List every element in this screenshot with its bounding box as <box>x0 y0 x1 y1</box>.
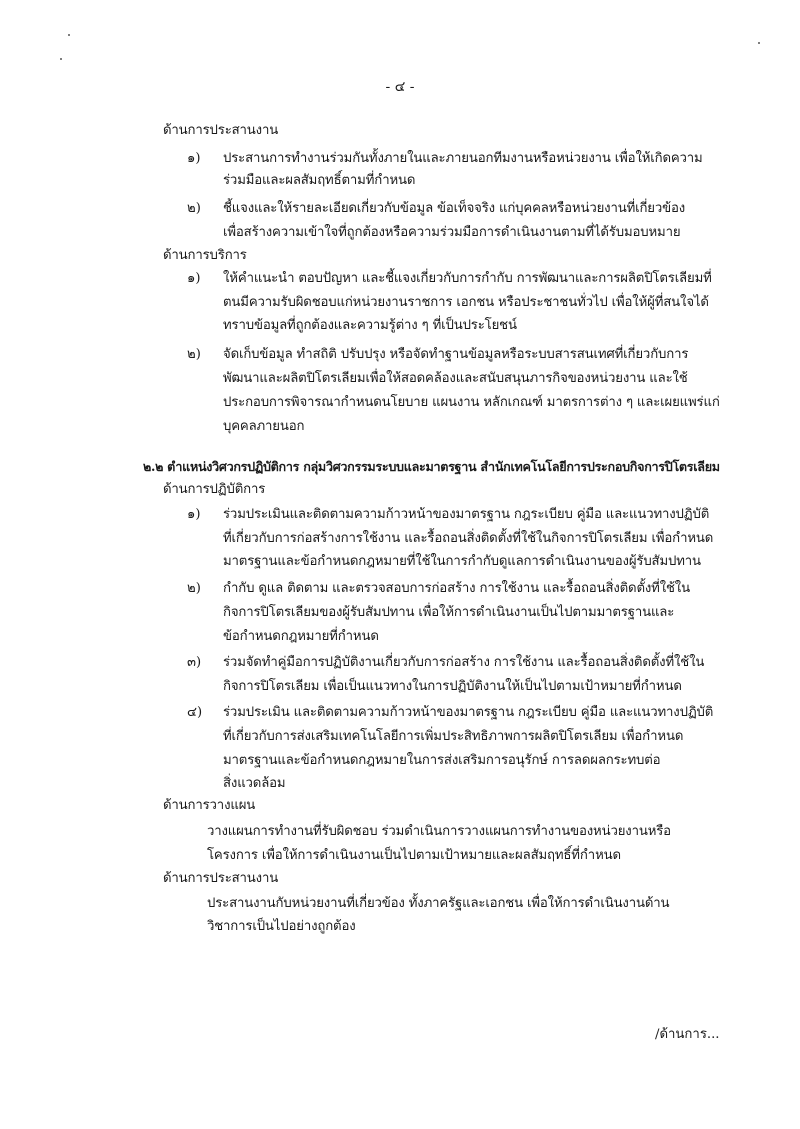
item-number: ๓) <box>187 655 202 670</box>
item-text-line: ชี้แจงและให้รายละเอียดเกี่ยวกับข้อมูล ข้อเท็จจริง แก่บุคคลหรือหน่วยงานที่เกี่ยวข้อง <box>223 201 686 216</box>
item-text-line: จัดเก็บข้อมูล ทำสถิติ ปรับปรุง หรือจัดทำฐานข้อมูลหรือระบบสารสนเทศที่เกี่ยวกับการ <box>223 347 689 362</box>
item-number: ๑) <box>187 151 201 166</box>
heading-service: ด้านการบริการ <box>163 248 247 263</box>
coordination-text-line: วิชาการเป็นไปอย่างถูกต้อง <box>207 919 356 934</box>
continuation-note: /ด้านการ... <box>655 1027 720 1042</box>
item-text-line: ที่เกี่ยวกับการก่อสร้างการใช้งาน และรื้อถอนสิ่งติดตั้งที่ใช้ในกิจการปิโตรเลียม เพื่อกำหนด <box>223 531 714 546</box>
planning-text-line: วางแผนการทำงานที่รับผิดชอบ ร่วมดำเนินการวางแผนการทำงานของหน่วยงานหรือ <box>207 824 671 839</box>
item-text-line: มาตรฐานและข้อกำหนดกฎหมายในการส่งเสริมการอนุรักษ์ การลดผลกระทบต่อ <box>223 753 661 768</box>
item-number: ๔) <box>187 705 203 720</box>
item-text-line: ข้อกำหนดกฎหมายที่กำหนด <box>223 629 379 644</box>
heading-planning: ด้านการวางแผน <box>163 798 256 813</box>
page-number: - ๔ - <box>385 79 415 95</box>
item-text-line: ตนมีความรับผิดชอบแก่หน่วยงานราชการ เอกชน หรือประชาชนทั่วไป เพื่อให้ผู้ที่สนใจได้ <box>223 295 709 310</box>
scan-speck <box>68 34 70 36</box>
heading-operation: ด้านการปฏิบัติการ <box>163 482 266 497</box>
item-text-line: ร่วมประเมิน และติดตามความก้าวหน้าของมาตรฐาน กฎระเบียบ คู่มือ และแนวทางปฏิบัติ <box>223 705 714 720</box>
heading-coordination: ด้านการประสานงาน <box>163 123 279 138</box>
item-number: ๒) <box>187 581 201 596</box>
item-number: ๑) <box>187 507 201 522</box>
item-text-line: ร่วมจัดทำคู่มือการปฏิบัติงานเกี่ยวกับการก่อสร้าง การใช้งาน และรื้อถอนสิ่งติดตั้งที่ใช้ใน <box>223 655 705 670</box>
coordination-text-line: ประสานงานกับหน่วยงานที่เกี่ยวข้อง ทั้งภาครัฐและเอกชน เพื่อให้การดำเนินงานด้าน <box>207 896 670 911</box>
item-text-line: ทราบข้อมูลที่ถูกต้องและความรู้ต่าง ๆ ที่เป็นประโยชน์ <box>223 318 517 333</box>
item-text-line: ให้คำแนะนำ ตอบปัญหา และชี้แจงเกี่ยวกับการกำกับ การพัฒนาและการผลิตปิโตรเลียมที่ <box>223 271 712 286</box>
heading-coordination: ด้านการประสานงาน <box>163 871 279 886</box>
scan-speck <box>60 58 62 60</box>
item-number: ๑) <box>187 271 201 286</box>
item-text-line: ที่เกี่ยวกับการส่งเสริมเทคโนโลยีการเพิ่มประสิทธิภาพการผลิตปิโตรเลียม เพื่อกำหนด <box>223 729 684 744</box>
item-text-line: ร่วมมือและผลสัมฤทธิ์ตามที่กำหนด <box>223 173 416 188</box>
item-text-line: พัฒนาและผลิตปิโตรเลียมเพื่อให้สอดคล้องและสนับสนุนภารกิจของหน่วยงาน และใช้ <box>223 371 688 386</box>
item-number: ๒) <box>187 347 201 362</box>
item-text-line: สิ่งแวดล้อม <box>223 776 286 791</box>
item-text-line: เพื่อสร้างความเข้าใจที่ถูกต้องหรือความร่วมมือการดำเนินงานตามที่ได้รับมอบหมาย <box>223 225 681 240</box>
planning-text-line: โครงการ เพื่อให้การดำเนินงานเป็นไปตามเป้าหมายและผลสัมฤทธิ์ที่กำหนด <box>207 848 621 863</box>
item-text-line: ประกอบการพิจารณากำหนดนโยบาย แผนงาน หลักเกณฑ์ มาตรการต่าง ๆ และเผยแพร่แก่ <box>223 395 720 410</box>
item-number: ๒) <box>187 201 201 216</box>
section-title: ๒.๒ ตำแหน่งวิศวกรปฏิบัติการ กลุ่มวิศวกรรมระบบและมาตรฐาน สำนักเทคโนโลยีการประกอบกิจการปิโตรเลียม <box>143 459 720 474</box>
item-text-line: ประสานการทำงานร่วมกันทั้งภายในและภายนอกทีมงานหรือหน่วยงาน เพื่อให้เกิดความ <box>223 151 703 166</box>
item-text-line: มาตรฐานและข้อกำหนดกฎหมายที่ใช้ในการกำกับดูแลการดำเนินงานของผู้รับสัมปทาน <box>223 554 701 569</box>
item-text-line: กิจการปิโตรเลียม เพื่อเป็นแนวทางในการปฏิบัติงานให้เป็นไปตามเป้าหมายที่กำหนด <box>223 679 682 694</box>
scan-speck <box>758 42 760 44</box>
item-text-line: บุคคลภายนอก <box>223 419 305 434</box>
item-text-line: ร่วมประเมินและติดตามความก้าวหน้าของมาตรฐาน กฎระเบียบ คู่มือ และแนวทางปฏิบัติ <box>223 507 710 522</box>
item-text-line: กำกับ ดูแล ติดตาม และตรวจสอบการก่อสร้าง การใช้งาน และรื้อถอนสิ่งติดตั้งที่ใช้ใน <box>223 581 690 596</box>
item-text-line: กิจการปิโตรเลียมของผู้รับสัมปทาน เพื่อให้การดำเนินงานเป็นไปตามมาตรฐานและ <box>223 605 675 620</box>
